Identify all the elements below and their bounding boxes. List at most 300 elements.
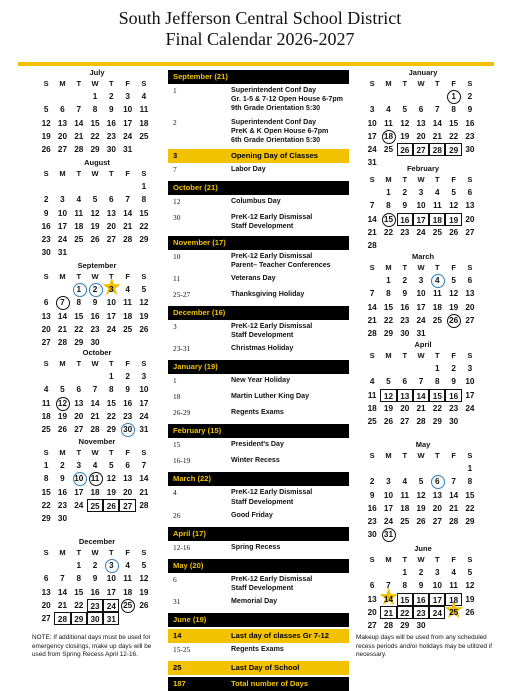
day-16: 16 (465, 118, 475, 128)
day-18: 18 (139, 118, 149, 128)
highlight-row (168, 149, 349, 163)
month-header-bar: June (19) (168, 613, 349, 627)
day-9: 9 (402, 201, 408, 211)
day-4: 4 (125, 561, 130, 570)
day-6: 6 (369, 581, 375, 591)
day-4: 4 (141, 92, 147, 101)
day-8: 8 (386, 201, 391, 211)
weekday-header: S (467, 351, 473, 360)
day-10: 10 (383, 490, 393, 500)
empty-cell (429, 90, 445, 103)
weekday-header: T (109, 169, 114, 178)
day-6: 6 (467, 276, 473, 285)
day-26: 26 (449, 227, 459, 237)
day-18: 18 (429, 213, 445, 226)
empty-cell (445, 462, 461, 475)
day-2: 2 (369, 477, 375, 487)
day-8: 8 (467, 477, 473, 487)
day-30: 30 (400, 329, 410, 339)
day-15: 15 (90, 118, 100, 128)
weekday-header: S (467, 451, 473, 460)
day-18: 18 (367, 403, 377, 413)
day-24: 24 (103, 599, 119, 612)
day-10: 10 (71, 472, 87, 485)
event-date: 15-25 (173, 645, 191, 655)
empty-cell (413, 462, 429, 475)
day-31: 31 (139, 425, 149, 435)
event-row (168, 454, 349, 470)
day-29: 29 (432, 417, 442, 427)
day-3: 3 (386, 477, 391, 487)
day-26: 26 (103, 499, 119, 512)
day-23: 23 (400, 315, 410, 325)
day-20: 20 (432, 503, 442, 513)
day-17: 17 (106, 311, 116, 321)
day-3: 3 (141, 372, 147, 381)
day-11: 11 (123, 298, 132, 308)
day-18: 18 (41, 411, 51, 421)
empty-cell (364, 274, 380, 287)
day-13: 13 (465, 289, 475, 299)
day-20: 20 (416, 131, 426, 141)
empty-cell (38, 283, 54, 296)
day-14: 14 (432, 118, 442, 128)
day-24: 24 (123, 131, 133, 141)
day-3: 3 (435, 568, 440, 577)
event-text: Labor Day (231, 165, 266, 174)
day-19: 19 (139, 311, 149, 321)
day-3: 3 (125, 92, 130, 101)
day-23: 23 (87, 599, 103, 612)
day-2: 2 (402, 188, 408, 197)
month-header-bar: April (17) (168, 527, 349, 541)
event-row (168, 288, 349, 304)
day-23: 23 (106, 131, 116, 141)
day-19: 19 (41, 131, 51, 141)
event-text: Martin Luther King Day (231, 392, 310, 401)
day-23: 23 (90, 324, 100, 334)
day-1: 1 (43, 461, 49, 470)
day-28: 28 (57, 338, 67, 348)
event-date: 2 (173, 117, 177, 127)
weekday-header: S (43, 448, 49, 457)
weekday-header: S (43, 169, 49, 178)
district-title: South Jefferson Central School District (118, 8, 402, 28)
day-21: 21 (123, 221, 133, 231)
day-25: 25 (139, 131, 149, 141)
day-24: 24 (429, 606, 445, 619)
event-text: Good Friday (231, 510, 273, 519)
month-name: December (78, 537, 116, 546)
month-name: May (415, 440, 431, 449)
empty-cell (71, 370, 87, 383)
day-21: 21 (57, 324, 67, 334)
month-name: September (77, 261, 117, 270)
weekday-header: F (451, 79, 456, 88)
empty-cell (397, 362, 413, 375)
weekday-header: T (402, 175, 408, 184)
day-20: 20 (57, 131, 67, 141)
empty-cell (364, 186, 380, 199)
event-row (168, 486, 349, 508)
month-december (38, 536, 156, 625)
day-30: 30 (367, 530, 377, 540)
day-29: 29 (383, 329, 393, 339)
day-13: 13 (432, 490, 442, 500)
month-may (364, 439, 482, 542)
day-16: 16 (400, 302, 410, 312)
note-left: NOTE: If additional days must be used for emergency closings, make up days will be used from Spring Recess April 12-16. (32, 634, 152, 659)
day-3: 3 (103, 559, 119, 572)
weekday-header: S (467, 175, 473, 184)
day-10: 10 (432, 581, 442, 591)
day-10: 10 (465, 377, 475, 387)
day-24: 24 (416, 315, 426, 325)
month-grid (364, 174, 482, 252)
empty-cell (38, 90, 54, 103)
day-5: 5 (43, 105, 49, 115)
day-9: 9 (369, 490, 375, 500)
month-october (38, 347, 156, 436)
event-text: New Year Holiday (231, 376, 291, 385)
weekday-header: W (91, 548, 99, 557)
day-26: 26 (139, 600, 149, 610)
day-11: 11 (87, 472, 103, 485)
weekday-header: T (76, 359, 82, 368)
event-row (168, 272, 349, 288)
day-12: 12 (416, 490, 426, 500)
event-date: 12 (173, 197, 181, 207)
day-31: 31 (57, 248, 67, 258)
day-16: 16 (123, 398, 133, 408)
day-4: 4 (451, 568, 456, 577)
event-text: PreK-12 Early Dismissal Parent– Teacher Conferences (231, 251, 331, 269)
day-4: 4 (43, 385, 49, 395)
event-text: Spring Recess (231, 542, 281, 551)
event-row (168, 643, 349, 659)
day-1: 1 (386, 188, 391, 197)
day-29: 29 (139, 235, 149, 245)
weekday-header: T (402, 351, 408, 360)
day-8: 8 (76, 574, 82, 584)
day-22: 22 (449, 131, 459, 141)
day-8: 8 (141, 195, 147, 205)
day-3: 3 (418, 276, 424, 285)
day-31: 31 (367, 158, 377, 168)
day-1: 1 (141, 182, 147, 191)
event-row (168, 211, 349, 233)
day-22: 22 (74, 600, 84, 610)
day-25: 25 (41, 425, 51, 435)
day-24: 24 (139, 411, 149, 421)
day-18: 18 (90, 487, 100, 497)
empty-cell (364, 90, 380, 103)
day-9: 9 (402, 289, 408, 299)
day-5: 5 (141, 285, 147, 294)
day-22: 22 (432, 403, 442, 413)
empty-cell (38, 180, 54, 193)
weekday-header: S (467, 555, 473, 564)
note-right: Makeup days will be used from any scheduled recess periods and/or holidays may be utilized if necessary. (356, 634, 493, 659)
weekday-header: W (91, 359, 99, 368)
day-17: 17 (416, 302, 426, 312)
day-7: 7 (369, 289, 375, 299)
weekday-header: F (125, 272, 130, 281)
weekday-header: S (43, 79, 49, 88)
day-8: 8 (76, 298, 82, 308)
weekday-header: M (59, 79, 66, 88)
day-5: 5 (109, 461, 114, 470)
weekday-header: S (369, 555, 375, 564)
day-24: 24 (106, 324, 116, 334)
month-name: June (414, 544, 432, 553)
month-grid (38, 78, 156, 156)
day-7: 7 (369, 201, 375, 211)
weekday-header: S (43, 359, 49, 368)
month-grid (38, 358, 156, 436)
day-18: 18 (123, 587, 133, 597)
event-row (168, 374, 349, 390)
weekday-header: S (141, 272, 147, 281)
day-4: 4 (402, 477, 408, 487)
weekday-header: T (109, 272, 114, 281)
weekday-header: F (125, 79, 130, 88)
day-12: 12 (106, 474, 116, 484)
empty-cell (103, 180, 119, 193)
day-20: 20 (400, 403, 410, 413)
weekday-header: T (435, 263, 440, 272)
day-17: 17 (413, 213, 429, 226)
day-25: 25 (119, 599, 135, 612)
event-text: PreK-12 Early Dismissal Staff Development (231, 488, 313, 506)
day-7: 7 (60, 574, 65, 584)
day-13: 13 (41, 311, 51, 321)
day-11: 11 (123, 574, 132, 584)
weekday-header: S (141, 448, 147, 457)
day-9: 9 (60, 474, 65, 484)
day-26: 26 (445, 314, 461, 327)
weekday-header: M (385, 79, 392, 88)
event-row (168, 406, 349, 422)
month-grid (38, 547, 156, 625)
event-date: 25 (173, 663, 182, 673)
day-2: 2 (418, 568, 424, 577)
day-14: 14 (57, 587, 67, 597)
event-text: Winter Recess (231, 456, 280, 465)
day-11: 11 (139, 105, 149, 115)
day-16: 16 (41, 221, 51, 231)
weekday-header: T (435, 175, 440, 184)
day-4: 4 (435, 188, 440, 197)
weekday-header: M (385, 263, 392, 272)
month-april (364, 339, 482, 428)
day-7: 7 (386, 581, 391, 591)
event-text: Memorial Day (231, 597, 278, 606)
day-12: 12 (54, 397, 70, 410)
day-22: 22 (383, 227, 393, 237)
calendar-title: Final Calendar 2026-2027 (165, 29, 355, 49)
day-5: 5 (451, 188, 456, 197)
weekday-header: S (467, 263, 473, 272)
day-8: 8 (451, 105, 456, 115)
day-11: 11 (384, 118, 393, 128)
day-24: 24 (465, 403, 475, 413)
day-20: 20 (41, 324, 51, 334)
weekday-header: W (91, 448, 99, 457)
event-text: PreK-12 Early Dismissal Staff Development (231, 213, 313, 231)
day-4: 4 (386, 105, 391, 115)
day-21: 21 (74, 131, 84, 141)
day-9: 9 (109, 105, 114, 115)
weekday-header: S (141, 359, 147, 368)
day-15: 15 (74, 311, 84, 321)
day-27: 27 (432, 517, 442, 527)
event-row (168, 195, 349, 211)
day-12: 12 (41, 118, 51, 128)
total-days-row (168, 677, 349, 691)
event-row (168, 573, 349, 595)
day-18: 18 (380, 130, 396, 143)
day-26: 26 (416, 517, 426, 527)
day-29: 29 (41, 514, 51, 524)
day-10: 10 (106, 574, 116, 584)
day-14: 14 (413, 389, 429, 402)
event-row (168, 541, 349, 557)
weekday-header: S (369, 263, 375, 272)
day-22: 22 (106, 411, 116, 421)
day-4: 4 (429, 274, 445, 287)
day-2: 2 (402, 276, 408, 285)
day-10: 10 (57, 208, 67, 218)
month-name: April (414, 340, 432, 349)
day-25: 25 (74, 235, 84, 245)
weekday-header: T (435, 451, 440, 460)
day-14: 14 (74, 118, 84, 128)
day-22: 22 (90, 131, 100, 141)
day-7: 7 (435, 105, 440, 115)
day-28: 28 (139, 500, 149, 510)
day-5: 5 (451, 276, 456, 285)
day-21: 21 (57, 600, 67, 610)
day-3: 3 (369, 105, 375, 115)
event-row (168, 320, 349, 342)
day-22: 22 (41, 500, 51, 510)
day-16: 16 (367, 503, 377, 513)
day-4: 4 (76, 195, 82, 205)
day-26: 26 (139, 324, 149, 334)
day-22: 22 (139, 221, 149, 231)
weekday-header: T (402, 263, 408, 272)
day-16: 16 (90, 587, 100, 597)
day-14: 14 (57, 311, 67, 321)
day-18: 18 (123, 311, 133, 321)
weekday-header: M (385, 451, 392, 460)
day-2: 2 (43, 195, 49, 205)
weekday-header: T (76, 169, 82, 178)
weekday-header: S (369, 451, 375, 460)
event-text: President's Day (231, 440, 284, 449)
day-6: 6 (109, 195, 114, 205)
weekday-header: M (59, 359, 66, 368)
day-15: 15 (139, 208, 149, 218)
day-14: 14 (449, 490, 459, 500)
day-6: 6 (418, 105, 424, 115)
day-30: 30 (87, 612, 103, 625)
day-13: 13 (57, 118, 67, 128)
day-5: 5 (386, 377, 391, 387)
day-21: 21 (432, 131, 442, 141)
event-date: 3 (173, 321, 177, 331)
empty-cell (87, 180, 103, 193)
day-10: 10 (416, 289, 426, 299)
day-10: 10 (106, 298, 116, 308)
day-28: 28 (449, 517, 459, 527)
day-12: 12 (139, 574, 149, 584)
event-row (168, 250, 349, 272)
weekday-header: M (385, 175, 392, 184)
day-4: 4 (92, 461, 98, 470)
month-grid (364, 350, 482, 428)
weekday-header: S (141, 79, 147, 88)
event-text: Regents Exams (231, 645, 284, 654)
day-13: 13 (397, 389, 413, 402)
day-14: 14 (367, 214, 377, 224)
day-27: 27 (367, 621, 377, 631)
empty-cell (413, 90, 429, 103)
day-27: 27 (41, 614, 51, 624)
day-24: 24 (383, 517, 393, 527)
day-21: 21 (90, 411, 100, 421)
day-2: 2 (92, 561, 98, 570)
month-header-bar: March (22) (168, 472, 349, 486)
month-february (364, 163, 482, 252)
day-29: 29 (400, 621, 410, 631)
weekday-header: T (76, 548, 82, 557)
day-23: 23 (123, 411, 133, 421)
day-22: 22 (397, 606, 413, 619)
day-23: 23 (413, 606, 429, 619)
month-grid (364, 78, 482, 170)
day-21: 21 (367, 227, 377, 237)
weekday-header: T (76, 272, 82, 281)
month-header-bar: December (16) (168, 306, 349, 320)
day-25: 25 (367, 417, 377, 427)
day-15: 15 (449, 118, 459, 128)
day-1: 1 (92, 92, 98, 101)
day-21: 21 (449, 503, 459, 513)
day-30: 30 (416, 621, 426, 631)
event-text: PreK-12 Early Dismissal Staff Development (231, 574, 313, 592)
weekday-header: F (125, 548, 130, 557)
day-17: 17 (123, 118, 133, 128)
day-12: 12 (465, 581, 475, 591)
day-21: 21 (416, 403, 426, 413)
day-2: 2 (125, 372, 130, 381)
day-7: 7 (125, 195, 130, 205)
day-26: 26 (41, 145, 51, 155)
day-11: 11 (449, 581, 458, 591)
weekday-header: S (141, 548, 147, 557)
day-27: 27 (57, 145, 67, 155)
day-6: 6 (43, 574, 49, 584)
day-13: 13 (465, 201, 475, 211)
day-25: ★ 25 (445, 606, 461, 619)
day-4: 4 (125, 285, 130, 294)
event-text: Regents Exams (231, 408, 284, 417)
day-12: 12 (90, 208, 100, 218)
day-5: 5 (402, 105, 408, 115)
day-21: 21 (139, 487, 149, 497)
